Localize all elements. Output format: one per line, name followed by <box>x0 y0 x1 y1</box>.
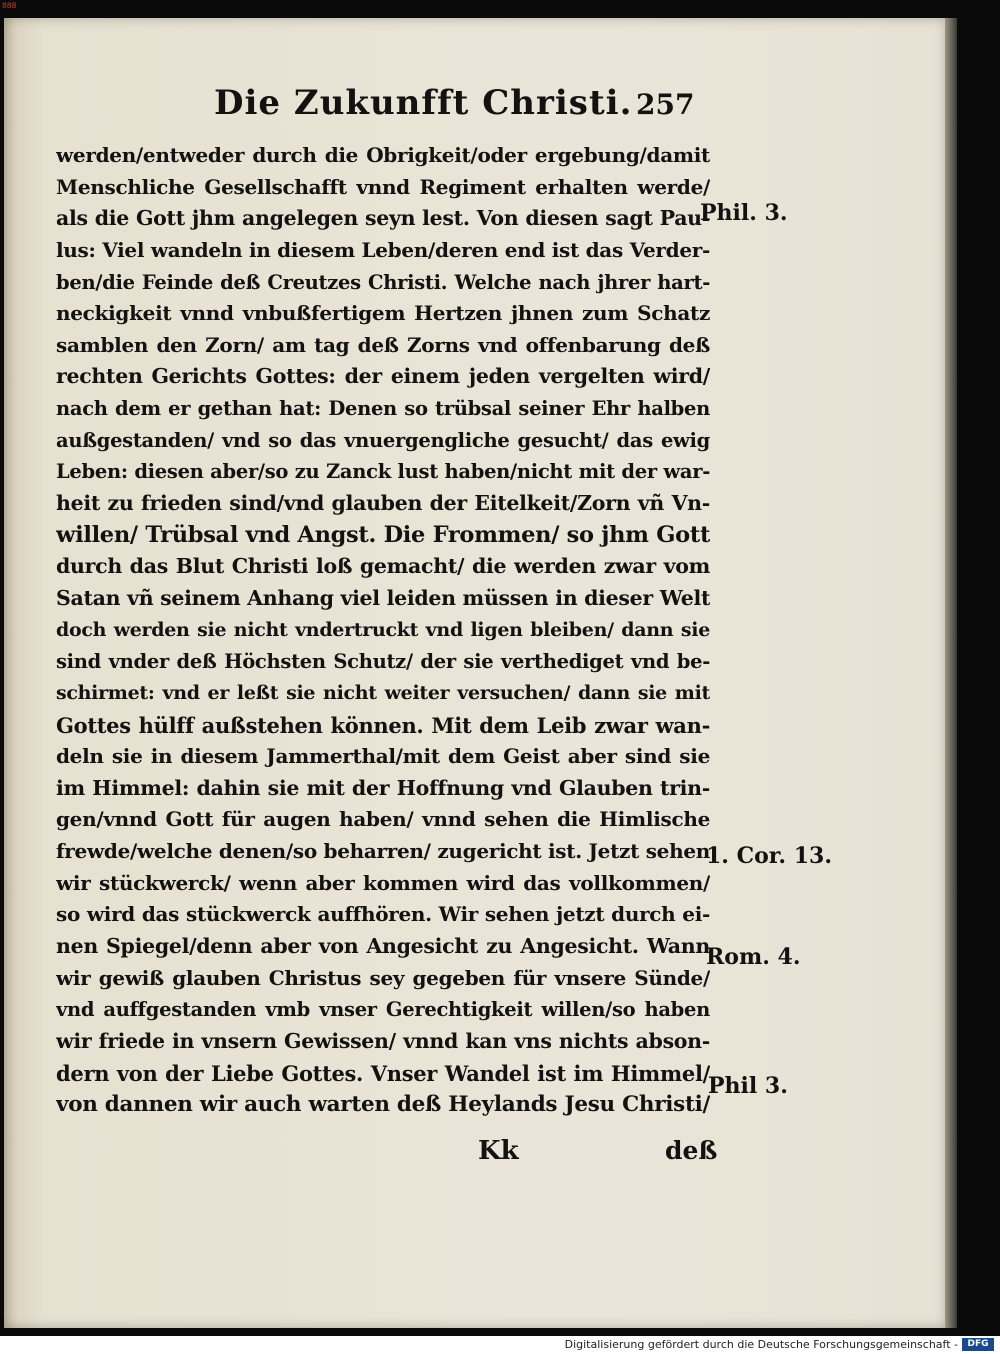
text-line: wir friede in vnsern Gewissen/ vnnd kan vns nichts abson- <box>56 1028 710 1053</box>
text-line: vnd auffgestanden vmb vnser Gerechtigkeit willen/so haben <box>56 998 710 1022</box>
text-line: ben/die Feinde deß Creutzes Christi. Welche nach jhrer hart- <box>56 270 710 294</box>
catchword: deß <box>665 1136 718 1165</box>
text-line: Satan vñ seinem Anhang viel leiden müssen in dieser Welt <box>56 585 710 610</box>
text-line: sind vnder deß Höchsten Schutz/ der sie verthediget vnd be- <box>56 650 710 674</box>
signature-mark: Kk <box>478 1136 519 1166</box>
text-line: wir gewiß glauben Christus sey gegeben für vnsere Sünde/ <box>56 965 710 990</box>
text-line: nach dem er gethan hat: Denen so trübsal seiner Ehr halben <box>56 397 710 421</box>
body-text <box>56 140 710 1121</box>
text-line: heit zu frieden sind/vnd glauben der Eitelkeit/Zorn vñ Vn- <box>56 491 710 516</box>
margin-note-1-cor-13: 1. Cor. 13. <box>706 843 832 869</box>
dfg-logo: DFG <box>962 1338 994 1351</box>
text-line: wir stückwerck/ wenn aber kommen wird das vollkommen/ <box>56 870 710 895</box>
text-line: lus: Viel wandeln in diesem Leben/deren end ist das Verder- <box>56 237 710 262</box>
page-number: 257 <box>636 88 695 121</box>
text-line: willen/ Trübsal vnd Angst. Die Frommen/ so jhm Gott <box>56 521 710 548</box>
margin-note-phil-3-second: Phil 3. <box>708 1073 788 1099</box>
text-line: Leben: diesen aber/so zu Zanck lust haben/nicht mit der war- <box>56 460 710 484</box>
text-line: frewde/welche denen/so beharren/ zugericht ist. Jetzt sehen <box>56 839 710 864</box>
text-line: dern von der Liebe Gottes. Vnser Wandel ist im Himmel/ <box>56 1060 710 1086</box>
text-line: Menschliche Gesellschafft vnnd Regiment erhalten werde/ <box>56 174 710 199</box>
text-line: neckigkeit vnnd vnbußfertigem Hertzen jhnen zum Schatz <box>56 301 710 326</box>
margin-note-phil-3: Phil. 3. <box>700 200 788 226</box>
text-line: durch das Blut Christi loß gemacht/ die werden zwar vom <box>56 554 710 579</box>
footer-credit: Digitalisierung gefördert durch die Deutsche Forschungsgemeinschaft - <box>564 1338 958 1351</box>
text-line: samblen den Zorn/ am tag deß Zorns vnd offenbarung deß <box>56 332 710 357</box>
library-stamp: 888 <box>2 2 17 11</box>
text-line: im Himmel: dahin sie mit der Hoffnung vnd Glauben trin- <box>56 775 710 800</box>
text-line: gen/vnnd Gott für augen haben/ vnnd sehen die Himlische <box>56 807 710 832</box>
text-line: deln sie in diesem Jammerthal/mit dem Geist aber sind sie <box>56 744 710 769</box>
margin-note-rom-4: Rom. 4. <box>706 944 801 970</box>
text-line: doch werden sie nicht vndertruckt vnd ligen bleiben/ dann sie <box>56 618 710 641</box>
text-line: schirmet: vnd er leßt sie nicht weiter versuchen/ dann sie mit <box>56 681 710 704</box>
text-line: außgestanden/ vnd so das vnuergengliche gesucht/ das ewig <box>56 428 710 452</box>
text-line: rechten Gerichts Gottes: der einem jeden vergelten wird/ <box>56 364 710 389</box>
text-line: werden/entweder durch die Obrigkeit/oder ergebung/damit <box>56 143 710 167</box>
text-line: Gottes hülff außstehen können. Mit dem Leib zwar wan- <box>56 712 710 738</box>
text-line: als die Gott jhm angelegen seyn lest. Von diesen sagt Pau- <box>56 206 710 231</box>
text-line: so wird das stückwerck auffhören. Wir sehen jetzt durch ei- <box>56 902 710 927</box>
page-edge <box>945 18 957 1328</box>
text-line: nen Spiegel/denn aber von Angesicht zu Angesicht. Wann <box>56 934 710 959</box>
running-header: Die Zukunfft Christi. <box>214 83 633 123</box>
text-line: von dannen wir auch warten deß Heylands Jesu Christi/ <box>56 1092 710 1118</box>
